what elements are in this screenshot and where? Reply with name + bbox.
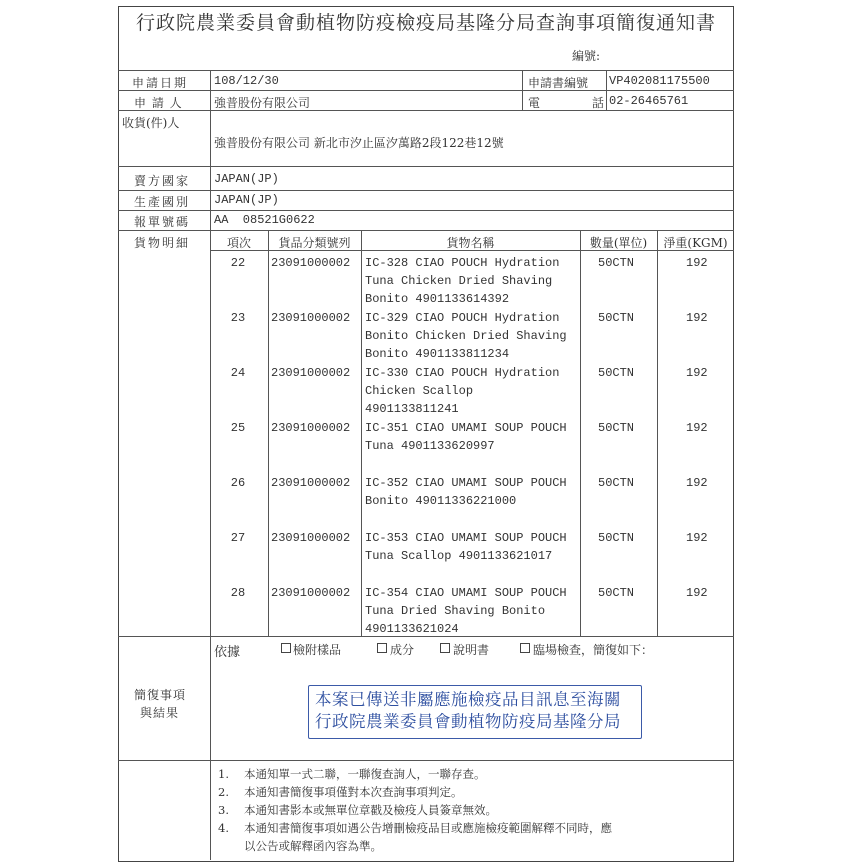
table-row-code: 23091000002 [271,366,351,380]
table-row-item: 24 [230,366,246,380]
table-row-quantity: 50CTN [598,476,635,490]
rule [210,70,211,860]
declaration-number-label: 報單號碼 [134,215,191,229]
serial-number-label: 編號: [572,49,601,63]
table-row-quantity: 50CTN [598,256,635,270]
ingredient-checkbox-label: 成分 [390,643,415,657]
application-number-label: 申請書編號 [528,76,589,90]
table-row-code: 23091000002 [271,421,351,435]
sample-checkbox-label: 檢附樣品 [293,643,342,657]
column-header-quantity: 數量(單位) [589,236,648,250]
table-row-item: 25 [230,421,246,435]
application-number-value: VP402081175500 [609,74,710,88]
table-row-name: IC-354 CIAO UMAMI SOUP POUCH Tuna Dried Shaving Bonito 4901133621024 [365,586,567,636]
note-text: 以公告或解釋函內容為準。 [244,839,382,853]
seller-country-label: 賣方國家 [134,174,191,188]
note-item [218,802,497,818]
stamp-line-1: 本案已傳送非屬應施檢疫品目訊息至海關 [315,690,621,709]
column-header-weight: 淨重(KGM) [663,236,728,250]
origin-country-value: JAPAN(JP) [214,193,279,207]
table-row-weight: 192 [686,531,708,545]
note-item [218,838,382,854]
table-row-name: IC-330 CIAO POUCH Hydration Chicken Scallop 4901133811241 [365,366,560,416]
table-row-code: 23091000002 [271,531,351,545]
declaration-number-value: AA 08521G0622 [214,213,315,227]
note-text: 本通知書影本或無單位章戳及檢疫人員簽章無效。 [244,803,497,817]
table-row-code: 23091000002 [271,311,351,325]
table-row-quantity: 50CTN [598,586,635,600]
table-row-code: 23091000002 [271,586,351,600]
goods-detail-label: 貨物明細 [134,236,191,250]
basis-label: 依據 [214,645,241,660]
column-header-code: 貨品分類號列 [278,236,351,250]
table-row-item: 26 [230,476,246,490]
phone-label-right: 話 [592,96,605,110]
application-date-value: 108/12/30 [214,74,279,88]
ingredient-checkbox[interactable] [377,643,387,653]
table-row-quantity: 50CTN [598,311,635,325]
table-row-item: 28 [230,586,246,600]
table-row-weight: 192 [686,256,708,270]
note-number: 4. [218,821,229,835]
column-header-item: 項次 [226,236,251,250]
origin-country-label: 生產國別 [134,195,191,209]
note-text: 本通知單一式二聯，一聯復查詢人，一聯存查。 [244,767,486,781]
column-header-name: 貨物名稱 [446,236,495,250]
onsite-inspection-checkbox[interactable] [520,643,530,653]
rule [657,230,658,636]
consignee-label: 收貨(件)人 [122,116,180,130]
stamp-line-2: 行政院農業委員會動植物防疫局基隆分局 [315,712,621,731]
table-row-item: 22 [230,256,246,270]
rule [606,70,607,110]
results-label-line1: 簡復事項 [134,688,187,702]
seller-country-value: JAPAN(JP) [214,172,279,186]
table-row-weight: 192 [686,311,708,325]
table-row-item: 27 [230,531,246,545]
note-item [218,820,612,836]
application-date-label: 申請日期 [132,76,189,90]
note-item [218,766,486,782]
table-row-name: IC-352 CIAO UMAMI SOUP POUCH Bonito 49011336221000 [365,476,567,508]
manual-checkbox[interactable] [440,643,450,653]
rule [268,230,269,636]
table-row-weight: 192 [686,421,708,435]
manual-checkbox-label: 說明書 [453,643,490,657]
note-text: 本通知書簡復事項如遇公告增刪檢疫品目或應施檢疫範圍解釋不同時，應 [244,821,612,835]
phone-value: 02-26465761 [609,94,689,108]
result-stamp [308,685,642,739]
note-number: 1. [218,767,229,781]
applicant-label: 申 請 人 [134,96,183,110]
table-row-weight: 192 [686,476,708,490]
table-row-quantity: 50CTN [598,531,635,545]
table-row-name: IC-353 CIAO UMAMI SOUP POUCH Tuna Scallop 4901133621017 [365,531,567,563]
note-text: 本通知書簡復事項僅對本次查詢事項判定。 [244,785,463,799]
rule [361,230,362,636]
note-number: 2. [218,785,229,799]
table-row-name: IC-329 CIAO POUCH Hydration Bonito Chicken Dried Shaving Bonito 4901133811234 [365,311,567,361]
onsite-inspection-checkbox-label: 臨場檢查，簡復如下： [533,643,654,657]
table-row-item: 23 [230,311,246,325]
table-row-code: 23091000002 [271,256,351,270]
applicant-value: 強普股份有限公司 [214,96,311,110]
note-item [218,784,463,800]
rule [522,70,523,110]
table-row-name: IC-351 CIAO UMAMI SOUP POUCH Tuna 4901133620997 [365,421,567,453]
note-number: 3. [218,803,229,817]
results-label-line2: 與結果 [140,706,180,720]
consignee-value: 強普股份有限公司 新北市汐止區汐萬路2段122巷12號 [214,136,504,150]
table-row-quantity: 50CTN [598,366,635,380]
phone-label-left: 電 [528,96,541,110]
table-row-quantity: 50CTN [598,421,635,435]
table-row-name: IC-328 CIAO POUCH Hydration Tuna Chicken Dried Shaving Bonito 4901133614392 [365,256,560,306]
table-row-weight: 192 [686,586,708,600]
table-row-weight: 192 [686,366,708,380]
document-title: 行政院農業委員會動植物防疫檢疫局基隆分局查詢事項簡復通知書 [135,12,716,34]
table-row-code: 23091000002 [271,476,351,490]
sample-checkbox[interactable] [281,643,291,653]
